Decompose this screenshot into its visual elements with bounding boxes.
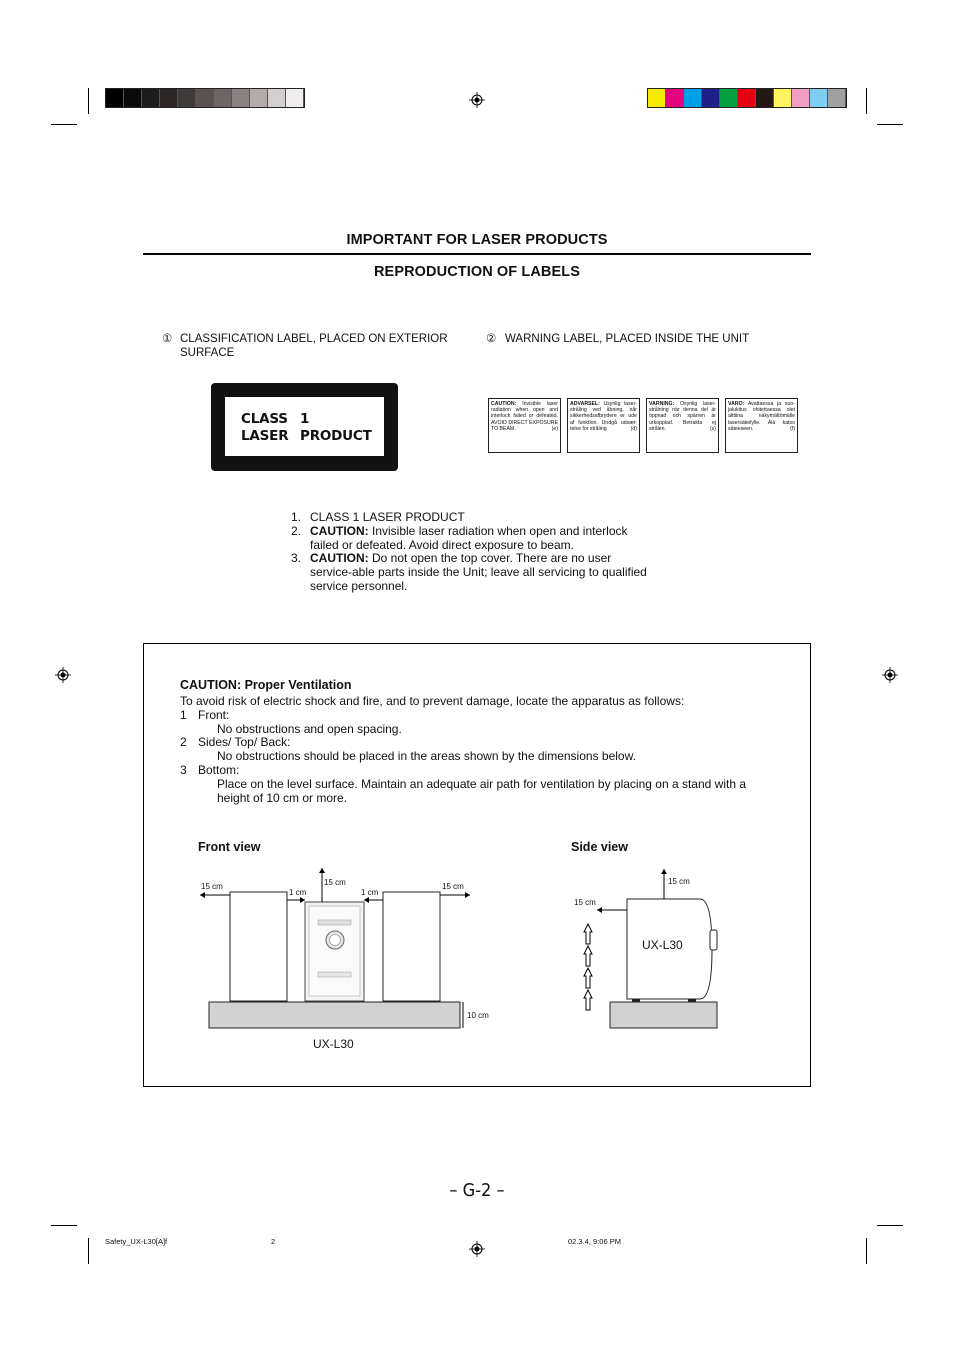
section-subtitle: REPRODUCTION OF LABELS: [373, 264, 580, 280]
color-swatch: [124, 89, 142, 107]
warning-label-finnish: VARO: Avattaessa ja suo-jalukitus ohitettaessa olet alttiina näkymättömälle lasersäteilylle. Älä katso säteeseen. (f): [725, 398, 798, 453]
crop-mark: [866, 88, 867, 114]
color-swatch: [828, 89, 846, 107]
color-swatch: [232, 89, 250, 107]
title-rule: [143, 253, 811, 255]
color-swatch: [756, 89, 774, 107]
side-dim-back: 15 cm: [574, 898, 596, 907]
crop-mark: [866, 1238, 867, 1264]
vent-item-detail: height of 10 cm or more.: [217, 791, 348, 805]
warning-label-english: CAUTION: Invisible laser radiation when open and interlock failed or defeated. AVOID DIRECT EXPOSURE TO BEAM. (e): [488, 398, 561, 453]
process-color-bar: [647, 88, 847, 108]
color-swatch: [286, 89, 304, 107]
color-swatch: [196, 89, 214, 107]
vent-item-label: Sides/ Top/ Back:: [198, 735, 291, 749]
color-swatch: [792, 89, 810, 107]
vent-item-detail: No obstructions should be placed in the areas shown by the dimensions below.: [217, 749, 636, 763]
ventilation-intro: To avoid risk of electric shock and fire, and to prevent damage, locate the apparatus as follows:: [180, 694, 685, 708]
item-marker-1: ①: [162, 333, 173, 345]
side-view-title: Side view: [571, 840, 628, 854]
label-laser-word: LASER: [241, 428, 289, 444]
dim-right: 15 cm: [442, 882, 464, 891]
footer-filename: Safety_UX-L30[A]f: [105, 1237, 168, 1246]
side-dim-top: 15 cm: [668, 877, 690, 886]
color-swatch: [666, 89, 684, 107]
front-view-title: Front view: [198, 840, 261, 854]
classification-label-caption: CLASSIFICATION LABEL, PLACED ON EXTERIOR SURFACE: [180, 333, 448, 359]
page-number: – G-2 –: [449, 1180, 505, 1201]
color-swatch: [106, 89, 124, 107]
color-swatch: [250, 89, 268, 107]
front-view-model: UX-L30: [313, 1037, 354, 1051]
class-1-laser-label: [211, 383, 398, 471]
vent-item-detail: Place on the level surface. Maintain an adequate air path for ventilation by placing on a stand with a: [217, 777, 747, 791]
color-swatch: [738, 89, 756, 107]
ventilation-title: CAUTION: Proper Ventilation: [180, 678, 352, 692]
stand-block: [209, 1002, 460, 1028]
crop-mark: [877, 124, 903, 125]
crop-mark: [88, 1238, 89, 1264]
color-swatch: [774, 89, 792, 107]
vent-item-label: Bottom:: [198, 763, 240, 777]
side-stand-block: [610, 1002, 717, 1028]
side-view-model: UX-L30: [642, 938, 683, 952]
vent-item-label: Front:: [198, 708, 230, 722]
dim-top: 15 cm: [324, 878, 346, 887]
vent-item-detail: No obstructions and open spacing.: [217, 722, 402, 736]
vent-item-number: 2: [180, 735, 187, 749]
crop-mark: [51, 1225, 77, 1226]
dim-gap-right: 1 cm: [361, 888, 379, 897]
color-swatch: [214, 89, 232, 107]
grayscale-color-bar: [105, 88, 305, 108]
left-speaker: [230, 892, 287, 1001]
warning-label-caption: WARNING LABEL, PLACED INSIDE THE UNIT: [505, 333, 750, 345]
registration-mark-icon: [469, 1241, 485, 1257]
dim-bottom: 10 cm: [467, 1011, 489, 1020]
label-product-word: PRODUCT: [300, 428, 372, 444]
side-unit-knob: [710, 930, 717, 950]
label-class-number: 1: [300, 411, 310, 427]
right-speaker: [383, 892, 440, 1001]
color-swatch: [160, 89, 178, 107]
color-swatch: [720, 89, 738, 107]
footer-page: 2: [271, 1237, 276, 1246]
crop-mark: [88, 88, 89, 114]
registration-mark-icon: [882, 667, 898, 683]
warning-label-swedish: VARNING: Osynlig laser-strålning när denna del är öppnad och spärren är urkopplad. Betrakta ej strålen. (s): [646, 398, 719, 453]
color-swatch: [268, 89, 286, 107]
dim-left: 15 cm: [201, 882, 223, 891]
color-swatch: [648, 89, 666, 107]
footer-timestamp: 02.3.4, 9:06 PM: [568, 1237, 621, 1246]
crop-mark: [877, 1225, 903, 1226]
registration-mark-icon: [55, 667, 71, 683]
crop-mark: [51, 124, 77, 125]
color-swatch: [810, 89, 828, 107]
vent-item-number: 1: [180, 708, 187, 722]
warning-label-danish: ADVARSEL: Usynlig laser-stråling ved åbning, når sikkerhedsafbrydere er ude af funktion. Undgå udsæt-telse for stråling (d): [567, 398, 640, 453]
page-title: IMPORTANT FOR LASER PRODUCTS: [346, 232, 608, 248]
vent-item-number: 3: [180, 763, 187, 777]
label-class-word: CLASS: [241, 411, 288, 427]
item-marker-2: ②: [486, 333, 497, 345]
color-swatch: [684, 89, 702, 107]
color-swatch: [702, 89, 720, 107]
color-swatch: [178, 89, 196, 107]
airflow-arrow-icon: [584, 924, 592, 1010]
dim-gap-left: 1 cm: [289, 888, 307, 897]
color-swatch: [142, 89, 160, 107]
registration-mark-icon: [469, 92, 485, 108]
